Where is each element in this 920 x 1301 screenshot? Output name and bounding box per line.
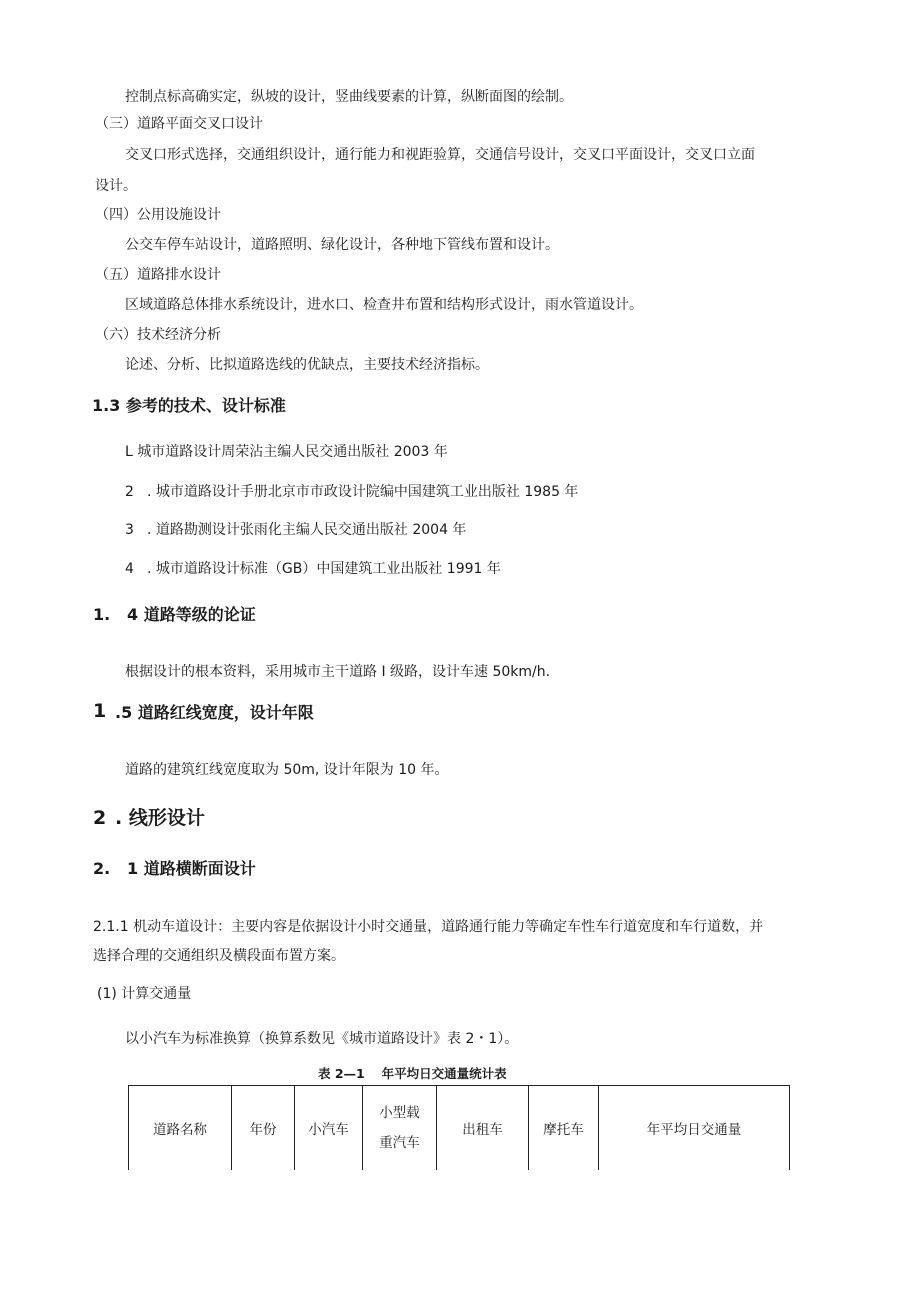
paragraph-line: 交叉口形式选择，交通组织设计，通行能力和视距验算，交通信号设计，交叉口平面设计，交叉口立面 xyxy=(125,147,755,163)
reference-item: . 道路勘测设计张雨化主编人民交通出版社 2004 年 xyxy=(147,522,467,538)
paragraph-line: 道路的建筑红线宽度取为 50m, 设计年限为 10 年。 xyxy=(125,762,449,778)
header-line: 重汽车 xyxy=(379,1135,420,1151)
column-header: 小汽车 xyxy=(295,1086,363,1171)
heading-number: 1 xyxy=(93,700,107,722)
reference-number: 4 xyxy=(125,561,134,577)
table-caption: 表 2—1 年平均日交通量统计表 xyxy=(318,1066,507,1081)
section-heading: （四）公用设施设计 xyxy=(95,207,221,223)
reference-item: . 城市道路设计手册北京市市政设计院编中国建筑工业出版社 1985 年 xyxy=(147,484,579,500)
reference-number: 3 xyxy=(125,522,134,538)
column-header: 道路名称 xyxy=(129,1086,232,1171)
paragraph-line: 设计。 xyxy=(95,178,137,194)
heading-number: 2. xyxy=(93,859,111,878)
reference-item: L 城市道路设计周荣沾主编人民交通出版社 2003 年 xyxy=(125,444,448,460)
section-heading: （三）道路平面交叉口设计 xyxy=(95,116,263,132)
header-line: 小型载 xyxy=(379,1105,420,1121)
heading-1-5: .5 道路红线宽度，设计年限 xyxy=(115,703,314,722)
paragraph-line: 论述、分析、比拟道路选线的优缺点，主要技术经济指标。 xyxy=(125,357,489,373)
heading-2-1: 1 道路横断面设计 xyxy=(127,859,256,878)
column-header: 年份 xyxy=(232,1086,295,1171)
paragraph-line: 公交车停车站设计，道路照明、绿化设计，各种地下管线布置和设计。 xyxy=(125,237,559,253)
paragraph-line: 选择合理的交通组织及横段面布置方案。 xyxy=(93,948,345,964)
paragraph-line: 以小汽车为标准换算（换算系数见《城市道路设计》表 2・1）。 xyxy=(125,1031,519,1047)
heading-1-4: 4 道路等级的论证 xyxy=(127,605,256,624)
heading-number: 2 xyxy=(93,807,107,829)
section-heading: （六）技术经济分析 xyxy=(95,327,221,343)
paragraph-line: 2.1.1 机动车道设计：主要内容是依据设计小时交通量，道路通行能力等确定车性车行道宽度和车行道数，并 xyxy=(93,919,764,935)
heading-number: 1. xyxy=(93,605,111,624)
paragraph-line: 根据设计的根本资料，采用城市主干道路 I 级路，设计车速 50km/h. xyxy=(125,664,551,680)
section-heading: （五）道路排水设计 xyxy=(95,267,221,283)
column-header xyxy=(363,1086,437,1171)
column-header: 摩托车 xyxy=(529,1086,599,1171)
reference-item: . 城市道路设计标准（GB）中国建筑工业出版社 1991 年 xyxy=(147,561,501,577)
column-header: 年平均日交通量 xyxy=(599,1086,790,1171)
paragraph-line: 控制点标高确实定，纵坡的设计，竖曲线要素的计算，纵断面图的绘制。 xyxy=(125,89,573,105)
reference-number: 2 xyxy=(125,484,134,500)
heading-1-3: 1.3 参考的技术、设计标准 xyxy=(92,396,286,415)
table-header-row xyxy=(129,1086,790,1171)
subsection-heading: (1) 计算交通量 xyxy=(97,986,192,1002)
traffic-volume-table xyxy=(128,1085,790,1170)
paragraph-line: 区域道路总体排水系统设计，进水口、检查井布置和结构形式设计，雨水管道设计。 xyxy=(125,297,643,313)
column-header: 出租车 xyxy=(437,1086,529,1171)
heading-2: . 线形设计 xyxy=(115,807,205,829)
